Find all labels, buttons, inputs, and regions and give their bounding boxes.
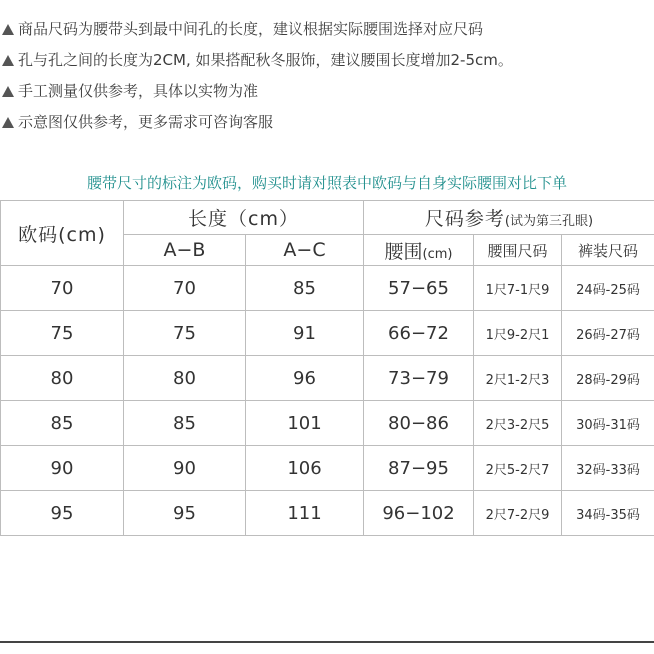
cell-waist-size: 2尺7-2尺9 (474, 491, 562, 536)
cell-ab: 70 (124, 266, 246, 311)
subheader-pants-size: 裤装尺码 (562, 235, 654, 266)
cell-waist-size: 2尺3-2尺5 (474, 401, 562, 446)
cell-euro: 75 (1, 311, 124, 356)
cell-ac: 106 (246, 446, 364, 491)
cell-ab: 95 (124, 491, 246, 536)
cell-waist: 80−86 (364, 401, 474, 446)
subheader-waist-unit: (cm) (422, 246, 453, 262)
subheader-waist (364, 235, 474, 266)
triangle-bullet-icon (2, 86, 14, 97)
triangle-bullet-icon (2, 55, 14, 66)
note-item (0, 107, 654, 138)
cell-waist: 96−102 (364, 491, 474, 536)
header-size-ref-label: 尺码参考 (424, 208, 505, 230)
triangle-bullet-icon (2, 24, 14, 35)
cell-ab: 90 (124, 446, 246, 491)
cell-waist-size: 1尺7-1尺9 (474, 266, 562, 311)
cell-pants-size: 32码-33码 (562, 446, 654, 491)
notes-list (0, 14, 654, 138)
cell-ac: 111 (246, 491, 364, 536)
table-row (1, 356, 654, 401)
cell-ab: 80 (124, 356, 246, 401)
table-row (1, 266, 654, 311)
table-header-row (1, 201, 654, 235)
subheader-ab: A−B (124, 235, 246, 266)
cell-waist-size: 2尺5-2尺7 (474, 446, 562, 491)
note-item (0, 76, 654, 107)
cell-ac: 91 (246, 311, 364, 356)
triangle-bullet-icon (2, 117, 14, 128)
note-item (0, 14, 654, 45)
cell-pants-size: 28码-29码 (562, 356, 654, 401)
note-text: 孔与孔之间的长度为2CM, 如果搭配秋冬服饰，建议腰围长度增加2-5cm。 (18, 51, 513, 69)
cell-ac: 96 (246, 356, 364, 401)
cell-waist-size: 1尺9-2尺1 (474, 311, 562, 356)
header-length: 长度（cm） (124, 201, 364, 235)
cell-euro: 95 (1, 491, 124, 536)
subheader-waist-label: 腰围 (384, 240, 423, 263)
bottom-divider (0, 641, 654, 643)
cell-waist: 87−95 (364, 446, 474, 491)
table-row (1, 491, 654, 536)
cell-ab: 85 (124, 401, 246, 446)
cell-pants-size: 24码-25码 (562, 266, 654, 311)
cell-euro: 85 (1, 401, 124, 446)
note-item (0, 45, 654, 76)
cell-waist: 73−79 (364, 356, 474, 401)
size-notice-headline: 腰带尺寸的标注为欧码，购买时请对照表中欧码与自身实际腰围对比下单 (86, 174, 567, 192)
cell-euro: 70 (1, 266, 124, 311)
cell-waist: 57−65 (364, 266, 474, 311)
header-size-ref (364, 201, 654, 235)
cell-pants-size: 34码-35码 (562, 491, 654, 536)
cell-pants-size: 26码-27码 (562, 311, 654, 356)
size-table (0, 200, 654, 536)
table-row (1, 311, 654, 356)
subheader-waist-size: 腰围尺码 (474, 235, 562, 266)
cell-ab: 75 (124, 311, 246, 356)
table-row (1, 446, 654, 491)
subheader-ac: A−C (246, 235, 364, 266)
cell-waist-size: 2尺1-2尺3 (474, 356, 562, 401)
note-text: 手工测量仅供参考，具体以实物为准 (18, 82, 259, 100)
header-size-ref-note: (试为第三孔眼) (504, 214, 594, 229)
cell-ac: 85 (246, 266, 364, 311)
cell-pants-size: 30码-31码 (562, 401, 654, 446)
cell-euro: 90 (1, 446, 124, 491)
note-text: 示意图仅供参考，更多需求可咨询客服 (18, 113, 274, 131)
cell-euro: 80 (1, 356, 124, 401)
cell-ac: 101 (246, 401, 364, 446)
cell-waist: 66−72 (364, 311, 474, 356)
note-text: 商品尺码为腰带头到最中间孔的长度，建议根据实际腰围选择对应尺码 (18, 20, 484, 38)
header-euro: 欧码(cm) (1, 201, 124, 266)
table-row (1, 401, 654, 446)
